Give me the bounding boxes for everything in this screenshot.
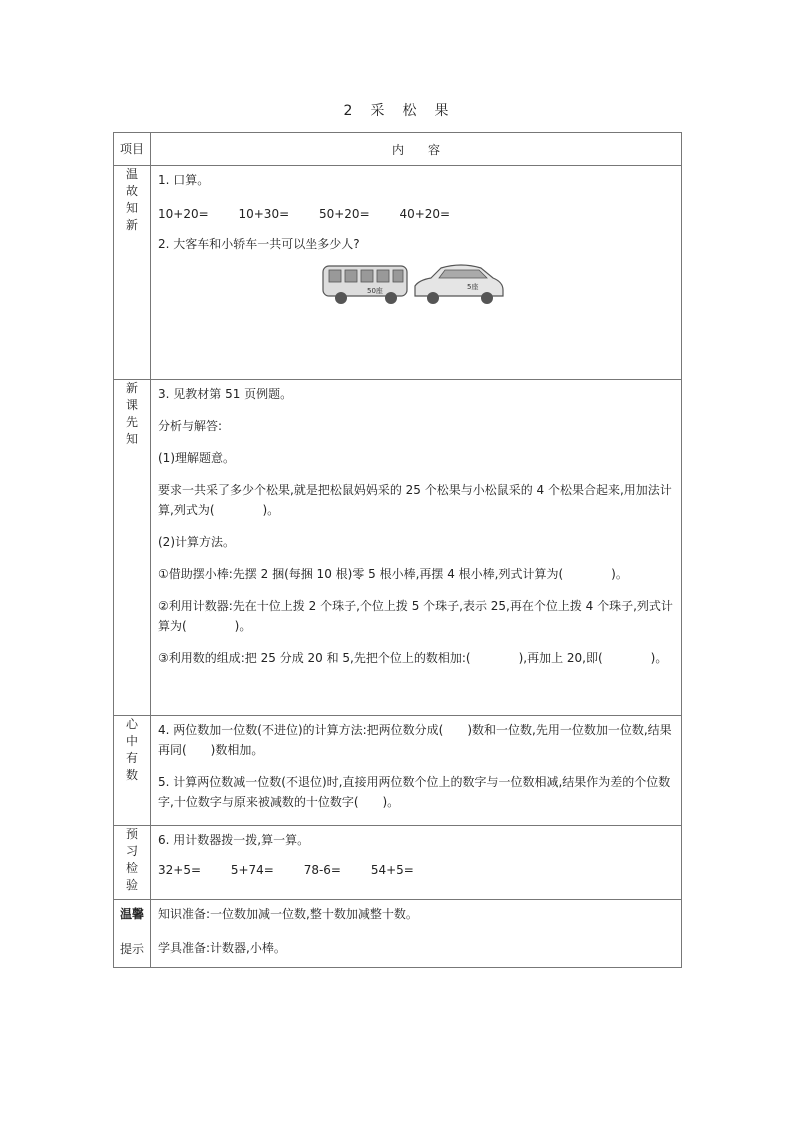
calc-item: 54+5= [370, 863, 414, 877]
worksheet-table [113, 132, 682, 968]
vehicle-illustration [158, 260, 674, 310]
preview-row [114, 826, 682, 900]
question-2: 2. 大客车和小轿车一共可以坐多少人? [158, 237, 360, 251]
review-label: 温 故 知 新 [114, 166, 151, 380]
question-4: 4. 两位数加一位数(不进位)的计算方法:把两位数分成( )数和一位数,先用一位数加一位数,结果再同( )数相加。 [158, 723, 672, 757]
knowledge-prep: 知识准备:一位数加减一位数,整十数加减整十数。 [158, 907, 418, 921]
question-1: 1. 口算。 [158, 173, 210, 187]
calc-item: 40+20= [399, 207, 451, 221]
svg-text:5座: 5座 [467, 283, 479, 291]
review-content [151, 166, 682, 380]
method-3: ③利用数的组成:把 25 分成 20 和 5,先把个位上的数相加:( ),再加上 20,即( )。 [158, 651, 668, 665]
calc-item: 5+74= [230, 863, 274, 877]
question-6: 6. 用计数器拨一拨,算一算。 [158, 833, 310, 847]
summary-content [151, 716, 682, 826]
step-1-text: 要求一共采了多少个松果,就是把松鼠妈妈采的 25 个松果与小松鼠采的 4 个松果合起来,用加法计算,列式为( )。 [158, 483, 672, 517]
method-1: ①借助摆小棒:先摆 2 捆(每捆 10 根)零 5 根小棒,再摆 4 根小棒,列式计算为( )。 [158, 567, 628, 581]
tips-label: 温馨 提示 [114, 900, 151, 968]
bus-icon [323, 266, 407, 304]
preview-content [151, 826, 682, 900]
counter-calc-list [158, 860, 674, 880]
summary-row [114, 716, 682, 826]
new-lesson-row [114, 380, 682, 716]
new-lesson-label: 新 课 先 知 [114, 380, 151, 716]
review-row [114, 166, 682, 380]
calc-item: 10+20= [158, 207, 209, 221]
bus-and-car-image [321, 260, 511, 310]
new-lesson-content [151, 380, 682, 716]
question-3: 3. 见教材第 51 页例题。 [158, 387, 293, 401]
header-label: 项目 [114, 133, 151, 166]
oral-calc-list [158, 204, 674, 224]
calc-item: 78-6= [303, 863, 341, 877]
svg-text:50座: 50座 [367, 287, 383, 295]
calc-item: 50+20= [318, 207, 370, 221]
header-content: 内 容 [151, 133, 682, 166]
analysis-heading: 分析与解答: [158, 419, 223, 433]
step-1-heading: (1)理解题意。 [158, 451, 235, 465]
car-icon [415, 265, 503, 304]
calc-item: 32+5= [158, 863, 202, 877]
tips-content [151, 900, 682, 968]
summary-label: 心 中 有 数 [114, 716, 151, 826]
header-row [114, 133, 682, 166]
tips-row [114, 900, 682, 968]
tools-prep: 学具准备:计数器,小棒。 [158, 941, 286, 955]
page-title: 2 采 松 果 [343, 103, 451, 119]
question-5: 5. 计算两位数减一位数(不退位)时,直接用两位数个位上的数字与一位数相减,结果作为差的个位数字,十位数字与原来被减数的十位数字( )。 [158, 775, 671, 809]
calc-item: 10+30= [238, 207, 290, 221]
method-2: ②利用计数器:先在十位上拨 2 个珠子,个位上拨 5 个珠子,表示 25,再在个位上拨 4 个珠子,列式计算为( )。 [158, 599, 673, 633]
preview-label: 预 习 检 验 [114, 826, 151, 900]
step-2-heading: (2)计算方法。 [158, 535, 235, 549]
